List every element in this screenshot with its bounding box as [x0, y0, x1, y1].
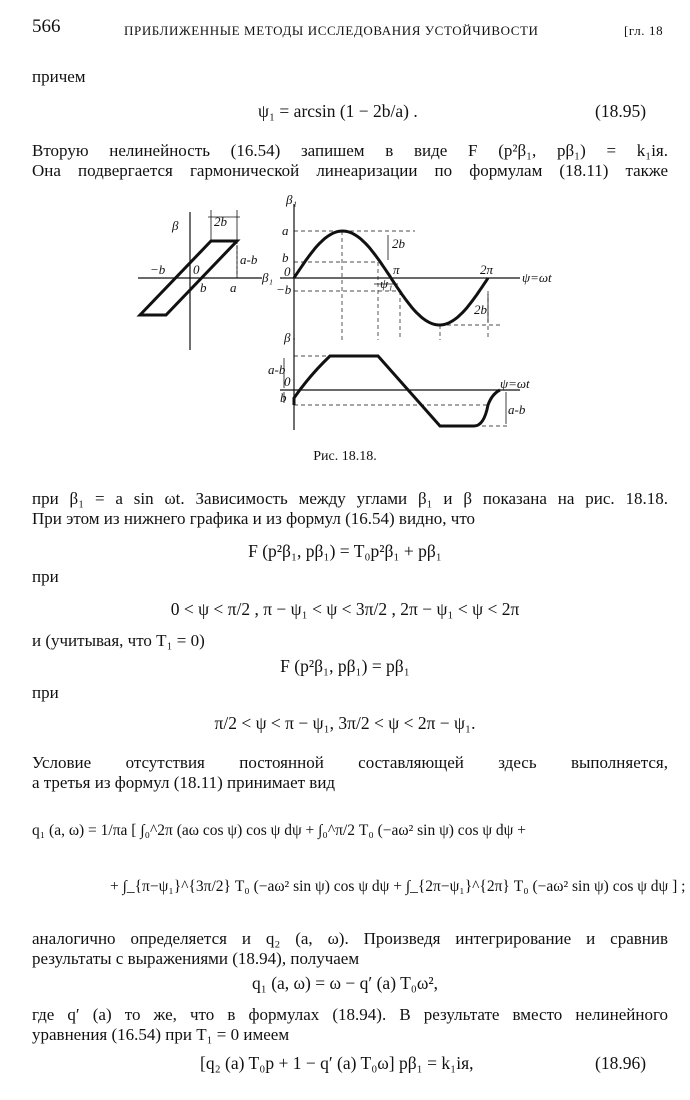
paragraph-text: результаты с выражениями (18.94), получаем — [32, 949, 360, 968]
paragraph-text: а третья из формул (18.11) принимает вид — [32, 773, 336, 792]
paragraph-text: Вторую нелинейность (16.54) запишем в виде F (p²β₁, pβ₁) = k₁iя. — [32, 141, 668, 160]
figure-18-18 — [0, 190, 690, 440]
top-label-2b: 2b — [392, 236, 405, 251]
top-label-b: b — [282, 250, 289, 265]
bottom-label-b: b — [280, 390, 287, 405]
hyst-label-2b: 2b — [214, 214, 227, 229]
top-label-axis: ψ=ωt — [522, 270, 552, 285]
inequality-2: π/2 < ψ < π − ψ₁, 3π/2 < ψ < 2π − ψ₁. — [214, 713, 476, 733]
equation-q1-line2: + ∫_{π−ψ₁}^{3π/2} T₀ (−aω² sin ψ) cos ψ dψ + ∫_{2π−ψ₁}^{2π} T₀ (−aω² sin ψ) cos ψ dψ ] ; — [110, 878, 686, 895]
hyst-label-zero: 0 — [193, 262, 200, 277]
bottom-label-zero: 0 — [284, 374, 291, 389]
chapter-label: [гл. 18 — [624, 23, 664, 38]
beta-waveform — [294, 356, 500, 426]
paragraph-text: Условие отсутствия постоянной составляющей здесь выполняется, — [32, 753, 668, 772]
equation-18-95: ψ₁ = arcsin (1 − 2b/a) . — [258, 101, 418, 121]
equation-q1-line1: q₁ (a, ω) = 1/πa [ ∫₀^2π (aω cos ψ) cos ψ dψ + ∫₀^π/2 T₀ (−aω² sin ψ) cos ψ dψ + — [32, 822, 526, 839]
top-label-psi1: ψ₁ — [380, 276, 393, 291]
top-label-pi: π — [393, 262, 400, 277]
equation-q1-result: q₁ (a, ω) = ω − q′ (a) T₀ω², — [251, 973, 439, 993]
top-label-neg-b: −b — [276, 282, 292, 297]
paragraph-text: при — [32, 683, 59, 702]
hyst-label-beta1: β₁ — [262, 270, 273, 285]
bottom-label-beta: β — [284, 330, 291, 345]
running-title: ПРИБЛИЖЕННЫЕ МЕТОДЫ ИССЛЕДОВАНИЯ УСТОЙЧИВОСТИ — [124, 23, 539, 38]
paragraph-text: и (учитывая, что T₁ = 0) — [32, 631, 205, 650]
top-label-zero: 0 — [284, 264, 291, 279]
top-label-beta1: β₁ — [286, 192, 297, 207]
bottom-label-a-minus-b: a-b — [268, 362, 286, 377]
hyst-label-b: b — [200, 280, 207, 295]
paragraph-text: уравнения (16.54) при T₁ = 0 имеем — [32, 1025, 290, 1044]
paragraph-text: аналогично определяется и q₂ (a, ω). Произведя интегрирование и сравнив — [32, 929, 668, 948]
paragraph-text: причем — [32, 67, 86, 86]
hyst-label-beta: β — [172, 218, 179, 233]
top-label-2b-lower: 2b — [474, 302, 487, 317]
equation-number: (18.95) — [595, 101, 647, 121]
paragraph-text: при β₁ = a sin ωt. Зависимость между углами β₁ и β показана на рис. 18.18. — [32, 489, 668, 508]
figure-caption: Рис. 18.18. — [313, 449, 377, 464]
bottom-label-axis: ψ=ωt — [500, 376, 530, 391]
paragraph-text: при — [32, 567, 59, 586]
paragraph-text: Она подвергается гармонической линеаризации по формулам (18.11) также — [32, 161, 668, 180]
paragraph-text: где q′ (a) то же, что в формулах (18.94). В результате вместо нелинейного — [32, 1005, 668, 1024]
page-number: 566 — [32, 16, 61, 37]
hyst-label-a: a — [230, 280, 237, 295]
top-label-a: a — [282, 223, 289, 238]
bottom-graph — [280, 338, 520, 430]
equation-F-1: F (p²β₁, pβ₁) = T₀p²β₁ + pβ₁ — [248, 541, 442, 561]
equation-F-2: F (p²β₁, pβ₁) = pβ₁ — [280, 656, 410, 676]
hyst-label-a-minus-b: a-b — [240, 252, 258, 267]
equation-number: (18.96) — [595, 1053, 647, 1073]
hyst-label-neg-b: −b — [150, 262, 166, 277]
inequality-1: 0 < ψ < π/2 , π − ψ₁ < ψ < 3π/2 , 2π − ψ₁ < ψ < 2π — [170, 599, 520, 619]
bottom-label-a-minus-b-right: a-b — [508, 402, 526, 417]
paragraph-text: При этом из нижнего графика и из формул (16.54) видно, что — [32, 509, 476, 528]
top-label-2pi: 2π — [480, 262, 494, 277]
equation-18-96: [q₂ (a) T₀p + 1 − q′ (a) T₀ω] pβ₁ = k₁iя, — [200, 1053, 474, 1073]
